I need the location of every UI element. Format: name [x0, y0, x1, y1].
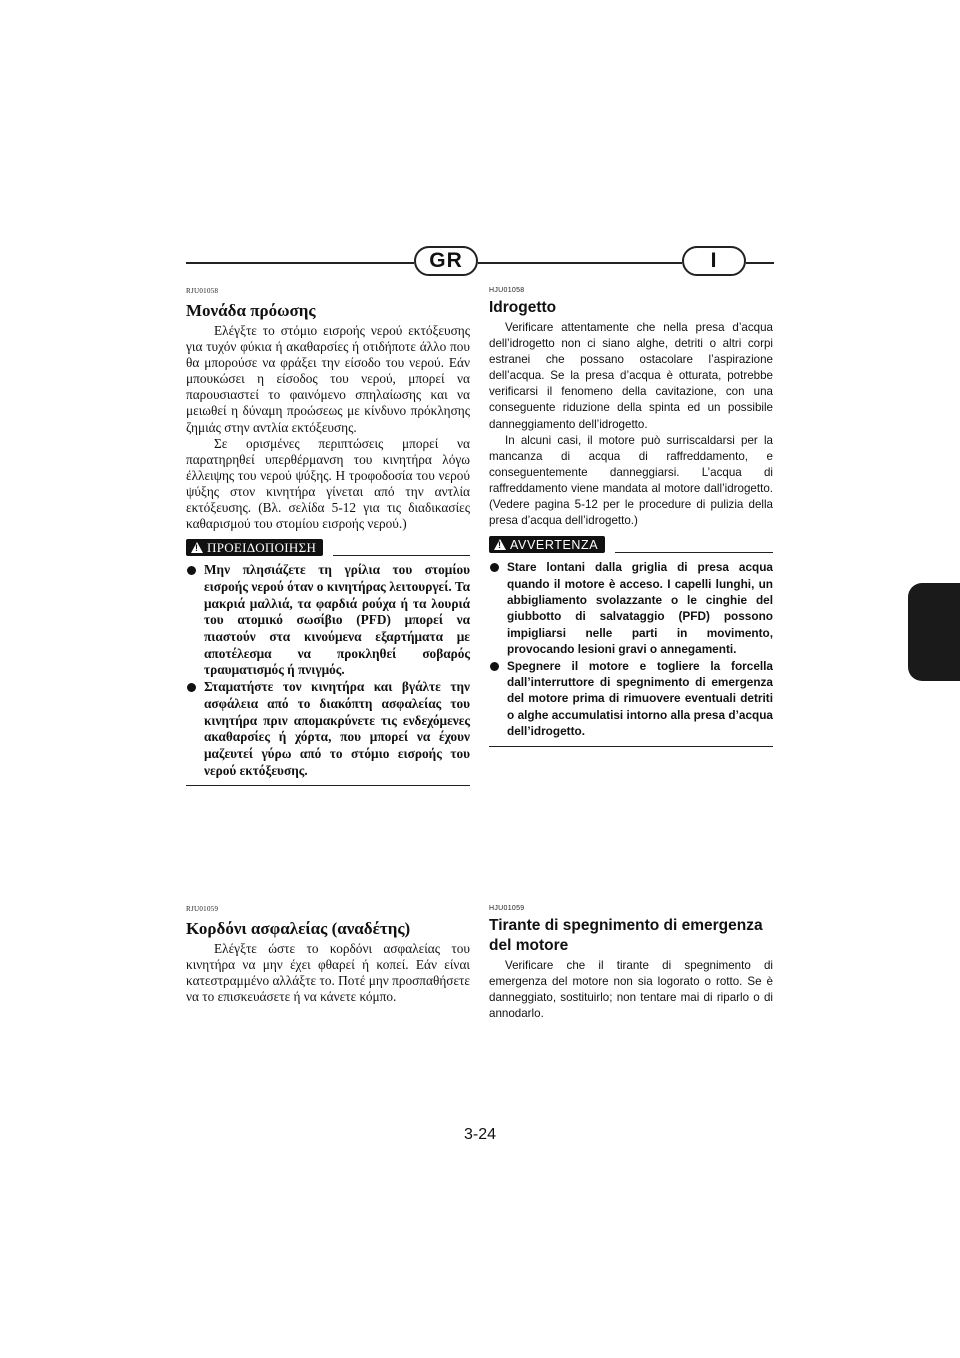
warning-rule: [333, 555, 470, 556]
header-rule-left: [186, 262, 414, 264]
paragraph: Ελέγξτε ώστε το κορδόνι ασφαλείας του κινητήρα να μην έχει φθαρεί ή κοπεί. Εάν είναι κατεστραμμένο αλλάξτε το. Ποτέ μην προσπαθήσετε να το επισκευάσετε ή να κάνετε κόμπο.: [186, 941, 470, 1005]
warning-rule: [615, 552, 773, 553]
bullet-icon: [187, 683, 196, 692]
language-badge-it: I: [682, 246, 746, 276]
section-code: RJU01059: [186, 905, 219, 913]
paragraph: Ελέγξτε το στόμιο εισροής νερού εκτόξευσης για τυχόν φύκια ή ακαθαρσίες ή οτιδήποτε άλλο που θα μπορούσε να φράξει την είσοδο του νερού. Εάν μπουκώσει η είσοδος του νερού, μπορεί να παρουσιαστεί το φαινόμενο σπηλαίωσης και να μειωθεί η δύναμη πρoώσεως με κίνδυνο πρόκλησης ζημιάς στην αντλία εκτόξευσης.: [186, 323, 470, 435]
list-item: [489, 658, 773, 740]
list-item: [186, 562, 470, 679]
bullet-icon: [490, 662, 499, 671]
list-item: [489, 559, 773, 657]
paragraph: In alcuni casi, il motore può surriscaldarsi per la mancanza di acqua di raffreddamento, e conseguentemente danneggiarsi. L’acqua di raffreddamento viene mandata al motore dall’idrogetto. (Vedere pagina 5-12 per le procedure di pulizia della presa d’acqua dell’idrogetto.): [489, 433, 773, 528]
gr-section-lanyard: [186, 905, 470, 1005]
section-code: RJU01058: [186, 287, 219, 295]
bullet-icon: [490, 563, 499, 572]
section-title: Μονάδα πρόωσης: [186, 301, 316, 320]
header-rule-middle: [478, 262, 682, 264]
warning-list: [489, 559, 773, 739]
paragraph: Verificare che il tirante di spegnimento di emergenza del motore non sia logorato o rotto. Se è danneggiato, sostituirlo; non tentare mai di riparlo o di annodarlo.: [489, 959, 773, 1021]
list-item-text: Stare lontani dalla griglia di presa acqua quando il motore è acceso. I capelli lunghi, un abbigliamento svolazzante o le cinghie del giubbotto di salvataggio (PFD) possono impigliarsi nelle parti in movimento, provocando lesioni gravi o annegamenti.: [507, 560, 773, 657]
section-code: HJU01058: [489, 287, 525, 294]
list-item: [186, 679, 470, 779]
warning-label-text: AVVERTENZA: [510, 537, 599, 552]
bullet-icon: [187, 566, 196, 575]
warning-label-text: ΠΡΟΕΙΔΟΠΟΙΗΣΗ: [207, 539, 317, 555]
gr-section-jet-unit: [186, 287, 470, 786]
warning-end-rule: [186, 785, 470, 786]
warning-triangle-icon: [494, 539, 506, 550]
it-section-lanyard: [489, 905, 773, 1022]
section-code: HJU01059: [489, 905, 525, 912]
page-number: 3-24: [463, 1126, 497, 1143]
warning-header: [489, 536, 773, 553]
warning-end-rule: [489, 746, 773, 747]
section-title: Idrogetto: [489, 299, 557, 316]
section-title: Κορδόνι ασφαλείας (αναδέτης): [186, 919, 411, 938]
language-badge-gr: GR: [414, 246, 478, 276]
list-item-text: Spegnere il motore e togliere la forcella dall’interruttore di spegnimento di emergenza del motore prima di rimuovere eventuali detriti o alghe accumulatisi intorno alla presa d’acqua dell’idrogetto.: [507, 658, 773, 739]
paragraph: Verificare attentamente che nella presa d’acqua dell’idrogetto non ci siano alghe, detriti o altri corpi estranei che possano ostacolare l’aspirazione dell’acqua. Se la presa d’acqua è otturata, potrebbe verificarsi il fenomeno della cavitazione, con una conseguente riduzione della spinta ed un possibile danneggiamento dell’idrogetto.: [489, 321, 773, 431]
header-rule-right: [746, 262, 774, 264]
section-title: Tirante di spegnimento di emergenza del motore: [489, 917, 763, 954]
warning-list: [186, 562, 470, 779]
paragraph: Σε ορισμένες περιπτώσεις μπορεί να παρατηρηθεί υπερθέρμανση του κινητήρα λόγω έλλειψης του νερού ψύξης. Η τροφοδοσία του νερού ψύξης στον κινητήρα γίνεται από την αντλία εκτόξευσης. (Βλ. σελίδα 5-12 για τις διαδικασίες καθαρισμού του στομίου εισροής νερού.): [186, 435, 470, 532]
it-section-jet-unit: [489, 287, 773, 747]
warning-label: [489, 536, 605, 553]
chapter-tab-marker: [908, 583, 960, 681]
list-item-text: Μην πλησιάζετε τη γρίλια του στομίου εισροής νερού όταν ο κινητήρας λειτουργεί. Τα μακριά μαλλιά, τα φαρδιά ρούχα ή τα λουριά του ατομικό σωσίβιο (PFD) μπορεί να πιαστούν στα κινούμενα εξαρτήματα με αποτέλεσμα να προκληθεί σοβαρός τραυματισμός ή πνιγμός.: [204, 562, 470, 678]
warning-triangle-icon: [191, 542, 203, 553]
list-item-text: Σταματήστε τον κινητήρα και βγάλτε την ασφάλεια από το διακόπτη ασφαλείας του κινητήρα πριν απομακρύνετε τις ενδεχόμενες ακαθαρσίες ή χόρτα, που μπορεί να έχουν μαζευτεί γύρω από το στόμιο εισροής του νερού εκτόξευσης.: [204, 679, 470, 778]
warning-label: [186, 539, 323, 556]
warning-header: [186, 539, 470, 556]
